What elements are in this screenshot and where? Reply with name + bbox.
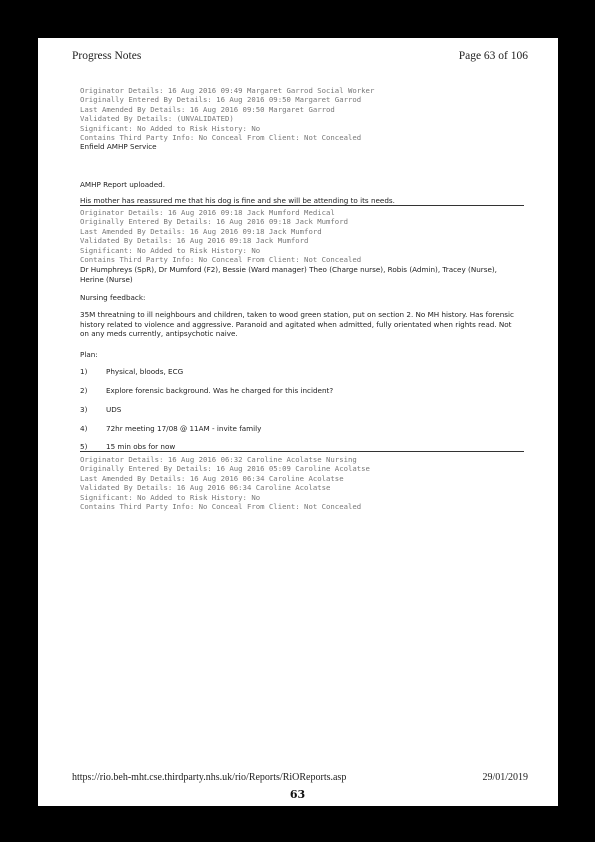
- plan-label: Plan:: [80, 350, 98, 359]
- meta-line: Validated By Details: 16 Aug 2016 06:34 Caroline Acolatse: [80, 483, 331, 493]
- meta-line: Validated By Details: (UNVALIDATED): [80, 114, 234, 124]
- document-page: [38, 38, 558, 806]
- plan-item-text: 72hr meeting 17/08 @ 11AM - invite family: [106, 424, 262, 433]
- entry1-service: Enfield AMHP Service: [80, 142, 157, 151]
- meta-line: Last Amended By Details: 16 Aug 2016 06:34 Caroline Acolatse: [80, 473, 344, 483]
- meta-line: Contains Third Party Info: No Conceal From Client: Not Concealed: [80, 502, 362, 512]
- meta-line: Significant: No Added to Risk History: No: [80, 492, 261, 502]
- plan-item-text: Explore forensic background. Was he charged for this incident?: [106, 386, 334, 395]
- nursing-feedback-label: Nursing feedback:: [80, 293, 146, 302]
- meta-line: Originally Entered By Details: 16 Aug 2016 09:50 Margaret Garrod: [80, 95, 362, 105]
- entry1-mother-note: His mother has reassured me that his dog is fine and she will be attending to its needs.: [80, 196, 395, 205]
- page-counter: Page 63 of 106: [458, 50, 528, 62]
- plan-item-text: Physical, bloods, ECG: [106, 367, 184, 376]
- meta-line: Originally Entered By Details: 16 Aug 2016 05:09 Caroline Acolatse: [80, 464, 370, 474]
- page-title: Progress Notes: [72, 50, 142, 62]
- plan-item-number: 5): [80, 442, 88, 451]
- page-number: 63: [289, 788, 306, 801]
- entry1-report: AMHP Report uploaded.: [80, 180, 166, 189]
- entry2-meta: [80, 208, 361, 264]
- plan-item-number: 1): [80, 367, 88, 376]
- plan-item-text: UDS: [106, 405, 122, 414]
- plan-item-number: 4): [80, 424, 88, 433]
- plan-item: [80, 386, 333, 395]
- entry-divider: [80, 205, 524, 206]
- plan-item: [80, 424, 261, 433]
- meta-line: Contains Third Party Info: No Conceal From Client: Not Concealed: [80, 133, 362, 143]
- plan-item-text: 15 min obs for now: [106, 442, 176, 451]
- plan-item-number: 2): [80, 386, 88, 395]
- plan-item: [80, 405, 121, 414]
- footer-date: 29/01/2019: [482, 772, 528, 783]
- meta-line: Validated By Details: 16 Aug 2016 09:18 Jack Mumford: [80, 236, 309, 246]
- meta-line: Originator Details: 16 Aug 2016 09:49 Margaret Garrod Social Worker: [80, 86, 375, 95]
- meta-line: Originator Details: 16 Aug 2016 06:32 Caroline Acolatse Nursing: [80, 455, 357, 464]
- meta-line: Last Amended By Details: 16 Aug 2016 09:50 Margaret Garrod: [80, 104, 335, 114]
- entry1-meta: [80, 86, 374, 142]
- plan-item: [80, 442, 175, 451]
- meta-line: Significant: No Added to Risk History: No: [80, 123, 261, 133]
- nursing-feedback-text: 35M threatning to ill neighbours and children, taken to wood green station, put on section 2. No MH history. Has forensic history related to violence and aggressive. Paranoid and agitated when admitted, fully orientated when rights read. Not on any meds currently, antipsychotic naive.: [80, 310, 514, 339]
- plan-item: [80, 367, 183, 376]
- plan-item-number: 3): [80, 405, 88, 414]
- entry-divider: [80, 451, 524, 452]
- meta-line: Originator Details: 16 Aug 2016 09:18 Jack Mumford Medical: [80, 208, 335, 217]
- meta-line: Contains Third Party Info: No Conceal From Client: Not Concealed: [80, 255, 362, 265]
- meta-line: Significant: No Added to Risk History: No: [80, 245, 261, 255]
- entry3-meta: [80, 455, 370, 511]
- footer-url: https://rio.beh-mht.cse.thirdparty.nhs.uk/rio/Reports/RiOReports.asp: [72, 772, 347, 783]
- meta-line: Originally Entered By Details: 16 Aug 2016 09:18 Jack Mumford: [80, 217, 348, 227]
- entry2-attendees: Dr Humphreys (SpR), Dr Mumford (F2), Bessie (Ward manager) Theo (Charge nurse), Robis (Admin), Tracey (Nurse), Herine (Nurse): [80, 265, 497, 284]
- meta-line: Last Amended By Details: 16 Aug 2016 09:18 Jack Mumford: [80, 226, 322, 236]
